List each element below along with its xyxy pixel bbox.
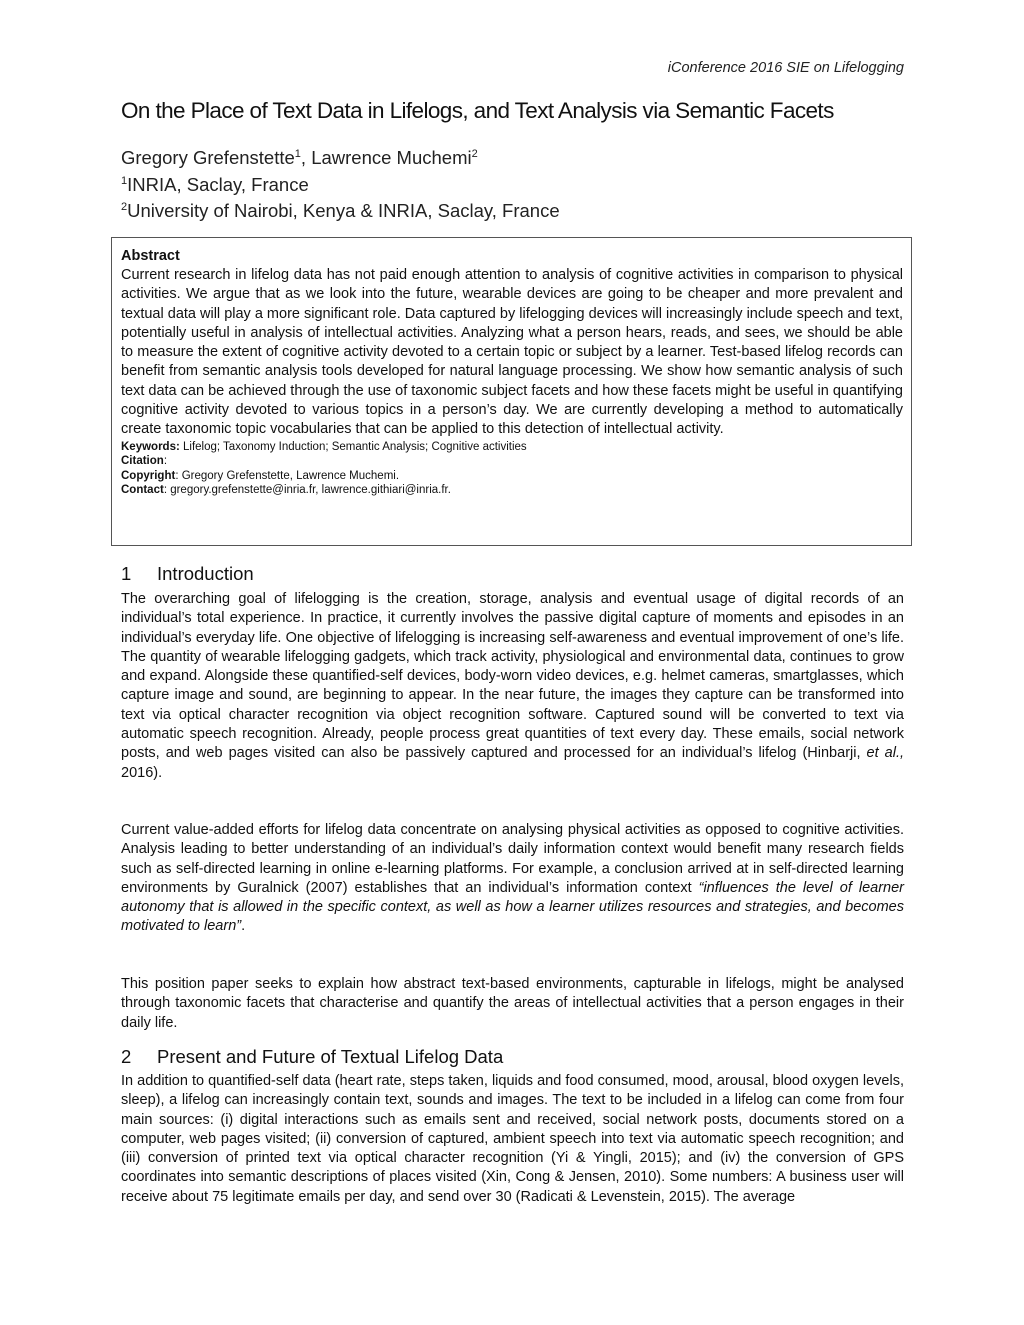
abstract-body: Current research in lifelog data has not paid enough attention to analysis of cognitive activities in comparison to physical activities. We argue that as we look into the future, wearable devices are going to be cheaper and more prevalent and textual data will play a more significant role. Data captured by lifelogging devices will increasingly include speech and text, potentially useful in analysis of intellectual activities. Analyzing what a person hears, reads, and sees, we should be able to measure the extent of cognitive activity devoted to a certain topic or subject by a learner. Test-based lifelog records can benefit from semantic analysis tools developed for natural language processing. We show how semantic analysis of such text data can be achieved through the use of taxonomic subject facets and how these facets might be useful in quantifying cognitive activity devoted to various topics in a person’s day. We are currently developing a method to automatically create taxonomic topic vocabularies that can be applied to this detection of intellectual activity.	[121, 267, 903, 438]
author-separator: ,	[300, 147, 312, 169]
citation-label: Citation	[121, 455, 164, 468]
author-2-sup: 2	[471, 148, 478, 160]
author-line	[121, 143, 560, 170]
running-header: iConference 2016 SIE on Lifelogging	[667, 60, 904, 76]
affiliation-1-sup: 1	[121, 174, 128, 187]
affiliation-1-text: INRIA, Saclay, France	[127, 173, 309, 195]
abstract-heading: Abstract	[121, 248, 180, 264]
copyright-line	[121, 469, 903, 484]
section-1-p1-etal: et al.,	[866, 745, 904, 762]
section-2-number: 2	[121, 1046, 132, 1067]
keywords-text: Lifelog; Taxonomy Induction; Semantic Analysis; Cognitive activities	[179, 440, 527, 453]
author-1-sup: 1	[294, 148, 301, 160]
section-2-title: Present and Future of Textual Lifelog Data	[157, 1046, 504, 1067]
affiliation-2	[121, 196, 560, 223]
author-2: Lawrence Muchemi	[311, 147, 472, 169]
section-1-paragraph-1	[121, 590, 904, 783]
section-1-p2-end: .	[241, 918, 246, 935]
affiliation-1	[121, 170, 560, 197]
citation-line	[121, 454, 903, 469]
copyright-label: Copyright	[121, 469, 176, 482]
author-1: Gregory Grefenstette	[121, 147, 295, 169]
section-1-number: 1	[121, 563, 132, 584]
section-1-p1-text: The overarching goal of lifelogging is the creation, storage, analysis and eventual usage of digital records of an individual’s total experience. In practice, it currently involves the passive digital capture of moments and episodes in an individual’s everyday life. One objective of lifelogging is increasing self-awareness and eventual improvement of one’s life. The quantity of wearable lifelogging gadgets, which track activity, physiological and environmental data, continues to grow and expand. Alongside these quantified-self devices, body-worn video devices, e.g. helmet cameras, smartglasses, which capture image and sound, are beginning to appear. In the near future, the images they capture can be transformed into text via optical character recognition via object recognition software. Captured sound will be converted to text via automatic speech recognition. Already, people process great quantities of text every day. These emails, social network posts, and web pages visited can also be passively captured and processed for an individual’s lifelog (Hinbarji,	[121, 591, 904, 762]
citation-text: :	[163, 455, 168, 468]
contact-text: : gregory.grefenstette@inria.fr, lawrence.githiari@inria.fr.	[163, 484, 451, 497]
keywords-line	[121, 440, 903, 455]
keywords-label: Keywords:	[121, 440, 180, 453]
section-2-heading	[121, 1046, 503, 1068]
section-1-paragraph-3: This position paper seeks to explain how abstract text-based environments, capturable in lifelogs, might be analysed through taxonomic facets that characterise and quantify the areas of intellectual activities that a person engages in their daily life.	[121, 976, 904, 1031]
abstract-box	[111, 237, 912, 546]
contact-label: Contact	[121, 484, 164, 497]
section-1-heading	[121, 563, 254, 585]
section-1-p2-quote: “influences the level of learner autonomy that is allowed in the specific context, as well as how a learner utilizes resources and strategies, and becomes motivated to learn”	[121, 879, 904, 935]
section-1-p2-text: Current value-added efforts for lifelog data concentrate on analysing physical activities as opposed to cognitive activities. Analysis leading to better understanding of an individual’s daily information context would benefit many research fields such as self-directed learning in online e-learning platforms. For example, a conclusion arrived at in self-directed learning environments by Guralnick (2007) establishes that an individual’s information context	[121, 822, 904, 896]
author-block	[121, 143, 560, 223]
section-2-paragraph-1: In addition to quantified-self data (heart rate, steps taken, liquids and food consumed, mood, arousal, blood oxygen levels, sleep), a lifelog can increasingly contain text, sounds and images. The text to be included in a lifelog can come from four main sources: (i) digital interactions such as emails sent and received, social network posts, documents stored on a computer, web pages visited; (ii) conversion of captured, ambient speech into text via automatic speech recognition; and (iii) conversion of printed text via optical character recognition (Yi & Yingli, 2015); and (iv) the conversion of GPS coordinates into semantic descriptions of places visited (Xin, Cong & Jensen, 2010). Some numbers: A business user will receive about 75 legitimate emails per day, and send over 30 (Radicati & Levenstein, 2015). The average	[121, 1073, 904, 1205]
section-1-title: Introduction	[157, 563, 254, 584]
section-1-paragraph-2	[121, 821, 904, 937]
affiliation-2-sup: 2	[121, 201, 128, 214]
contact-line	[121, 483, 903, 498]
copyright-text: : Gregory Grefenstette, Lawrence Muchemi.	[175, 469, 400, 482]
section-1-p1-end: 2016).	[121, 764, 163, 781]
paper-title: On the Place of Text Data in Lifelogs, and Text Analysis via Semantic Facets	[121, 98, 834, 123]
affiliation-2-text: University of Nairobi, Kenya & INRIA, Saclay, France	[127, 200, 560, 222]
